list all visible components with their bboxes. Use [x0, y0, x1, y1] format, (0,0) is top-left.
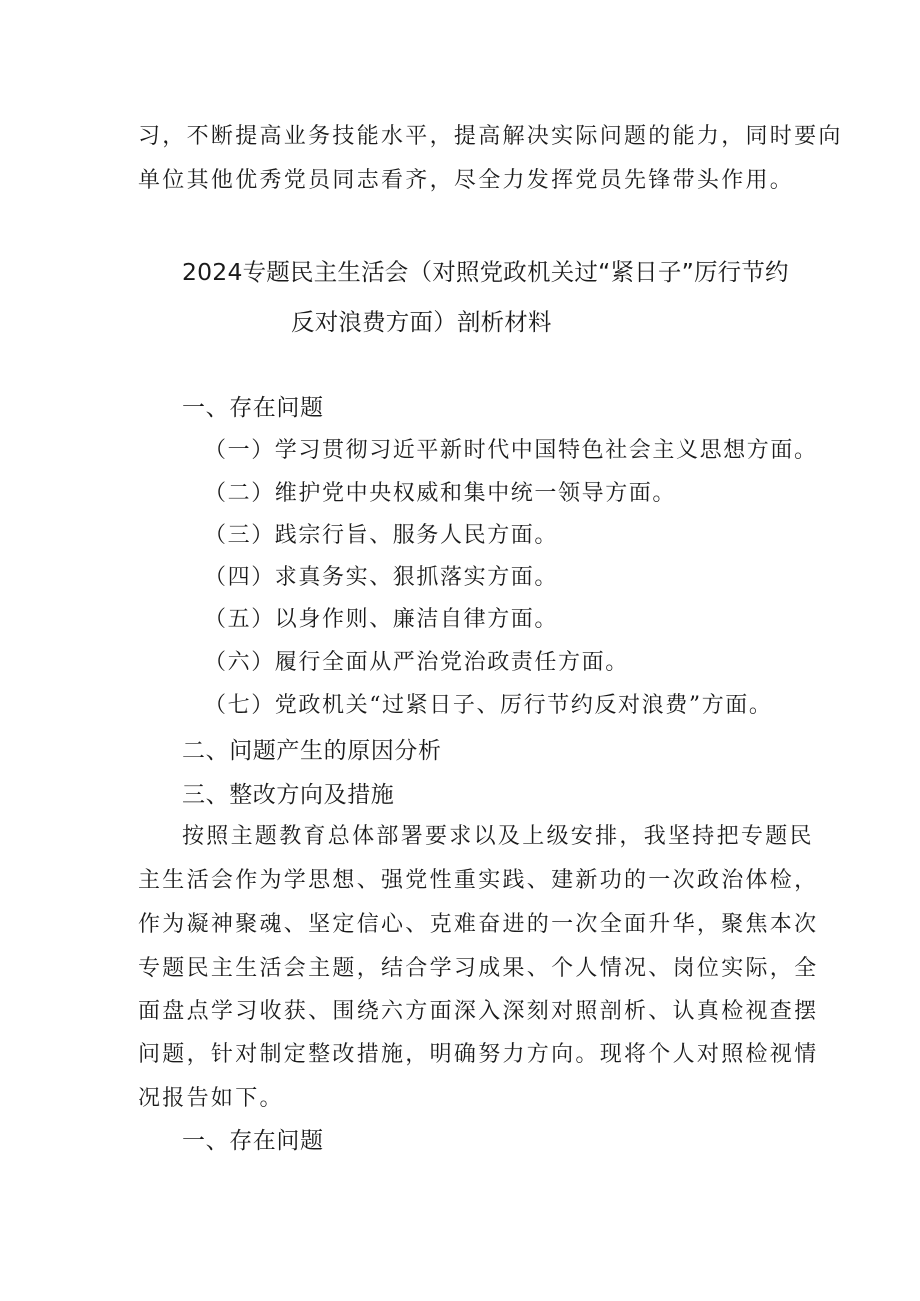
- section-three-paragraph-line-2: 主生活会作为学思想、强党性重实践、建新功的一次政治体检，: [138, 868, 819, 893]
- issue-item-4: （四）求真务实、狠抓落实方面。: [204, 565, 559, 590]
- section-one-heading: 一、存在问题: [182, 395, 324, 421]
- section-two-heading: 二、问题产生的原因分析: [182, 738, 442, 764]
- document-title-line-1: 2024专题民主生活会（对照党政机关过“紧日子”厉行节约: [182, 258, 789, 286]
- document-title-line-2: 反对浪费方面）剖析材料: [291, 308, 552, 336]
- section-three-paragraph-line-5: 面盘点学习收获、围绕六方面深入深刻对照剖析、认真检视查摆: [138, 999, 819, 1024]
- section-three-paragraph-line-6: 问题，针对制定整改措施，明确努力方向。现将个人对照检视情: [138, 1042, 819, 1067]
- issue-item-1: （一）学习贯彻习近平新时代中国特色社会主义思想方面。: [204, 438, 818, 463]
- section-three-paragraph-line-7: 况报告如下。: [138, 1086, 284, 1111]
- intro-line-2: 单位其他优秀党员同志看齐，尽全力发挥党员先锋带头作用。: [138, 168, 795, 193]
- issue-item-7: （七）党政机关“过紧日子、厉行节约反对浪费”方面。: [204, 693, 773, 718]
- issue-item-3: （三）践宗行旨、服务人民方面。: [204, 523, 559, 548]
- section-three-paragraph-line-4: 专题民主生活会主题，结合学习成果、个人情况、岗位实际，全: [138, 956, 819, 981]
- section-three-paragraph-line-3: 作为凝神聚魂、坚定信心、克难奋进的一次全面升华，聚焦本次: [138, 912, 819, 937]
- section-three-heading: 三、整改方向及措施: [182, 782, 395, 808]
- issue-item-6: （六）履行全面从严治党治政责任方面。: [204, 650, 629, 675]
- issue-item-5: （五）以身作则、廉洁自律方面。: [204, 607, 559, 632]
- intro-line-1: 习，不断提高业务技能水平，提高解决实际问题的能力，同时要向: [138, 124, 843, 149]
- issue-item-2: （二）维护党中央权威和集中统一领导方面。: [204, 481, 677, 506]
- section-one-repeat-heading: 一、存在问题: [182, 1128, 324, 1154]
- section-three-paragraph-line-1: 按照主题教育总体部署要求以及上级安排，我坚持把专题民: [182, 824, 814, 849]
